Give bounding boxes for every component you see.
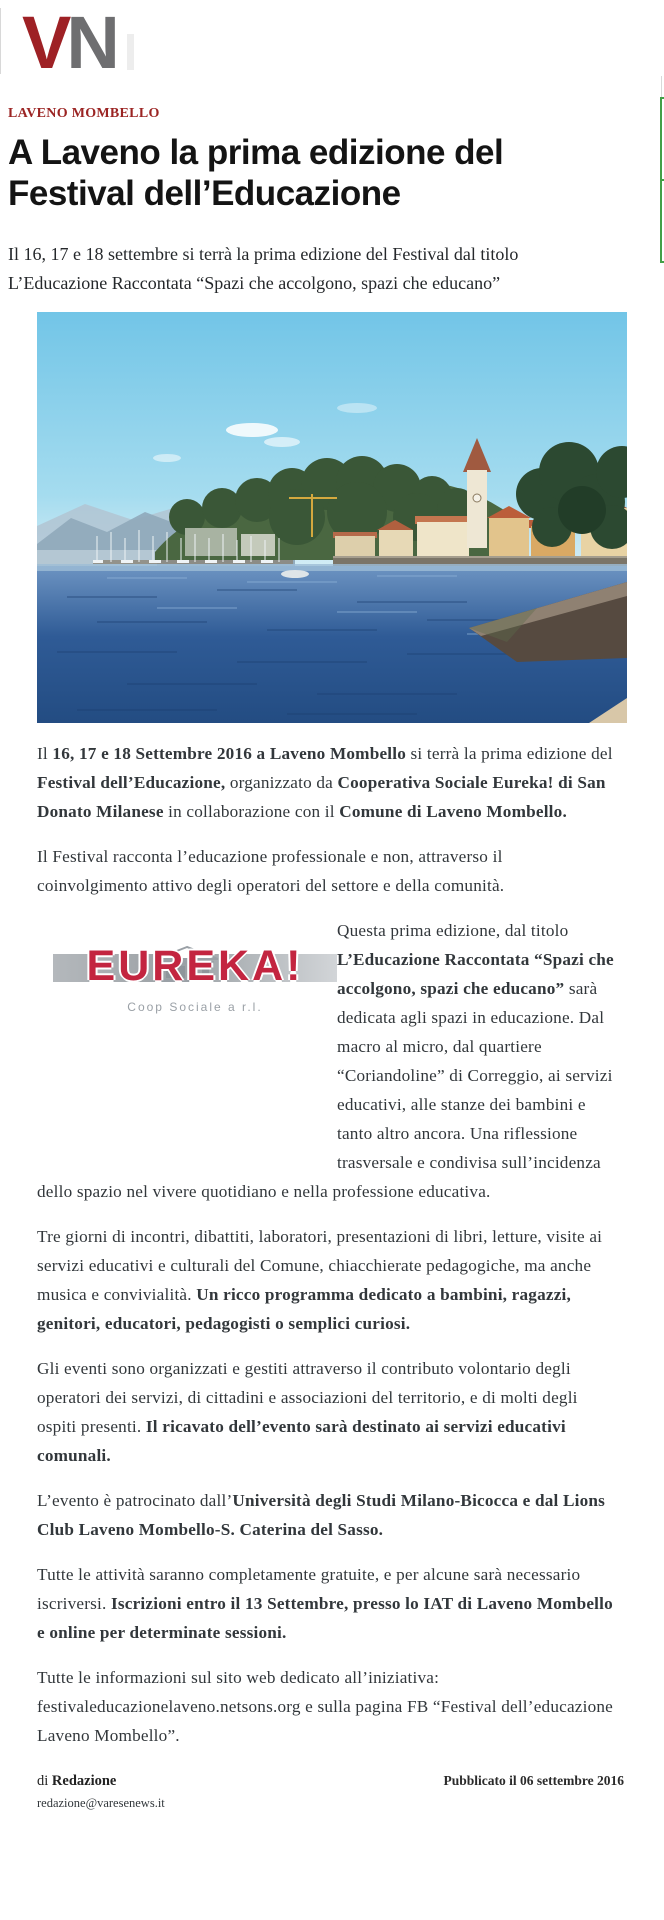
lake-photo-illustration	[37, 312, 627, 723]
subtitle-line-2: L’Educazione Raccontata “Spazi che accolgono, spazi che educano”	[8, 273, 501, 293]
byline-prefix: di	[37, 1773, 52, 1789]
varesenews-logo[interactable]	[22, 1, 162, 84]
eureka-logo-block	[37, 916, 337, 1166]
paragraph-info-website: Tutte le informazioni sul sito web dedicato all’iniziativa: festivaleducazionelaveno.netsons.org e sulla pagina FB “Festival dell’educazione Laveno Mombello”.	[37, 1668, 614, 1745]
category-link-laveno-mombello[interactable]: LAVENO MOMBELLO	[8, 106, 160, 121]
paragraph-patronage: L’evento è patrocinato dall’Università degli Studi Milano-Bicocca e dal Lions Club Laveno Mombello-S. Caterina del Sasso.	[37, 1491, 606, 1539]
byline	[37, 1772, 165, 1812]
article-footer	[37, 1772, 624, 1812]
subtitle-line-1: Il 16, 17 e 18 settembre si terrà la prima edizione del Festival dal titolo	[8, 244, 519, 264]
paragraph-festival-description: Il Festival racconta l’educazione professionale e non, attraverso il coinvolgimento attivo degli operatori del settore e della comunità.	[37, 847, 505, 895]
paragraph-three-days: Tre giorni di incontri, dibattiti, laboratori, presentazioni di libri, letture, visite ai servizi educativi e culturali del Comune, chiacchierate pedagogiche, ma anche musica e convivialità. Un ricco programma dedicato a bambini, ragazzi, genitori, educatori, pedagogisti o semplici curiosi.	[37, 1227, 603, 1333]
article-subtitle	[8, 240, 620, 298]
site-header	[0, 0, 664, 84]
article-head	[8, 104, 620, 298]
sidebar-widget-divider	[660, 179, 664, 181]
logo-letter-n: N	[66, 1, 115, 84]
publish-date: Pubblicato il 06 settembre 2016	[443, 1773, 624, 1788]
author-email-link[interactable]: redazione@varesenews.it	[37, 1796, 165, 1810]
sidebar-divider-line	[661, 76, 662, 97]
small-boat	[281, 570, 309, 578]
page-edge-line	[0, 8, 1, 74]
hero-image[interactable]	[37, 312, 627, 723]
paragraph-events-volunteers: Gli eventi sono organizzati e gestiti attraverso il contributo volontario degli operatori dei servizi, di cittadini e associazioni del territorio, e di molti degli ospiti presenti. Il ricavato dell’evento sarà destinato ai servizi educativi comunali.	[37, 1359, 578, 1465]
eureka-wordmark: EUREKA!	[86, 942, 304, 990]
eureka-logo[interactable]	[37, 942, 337, 1014]
logo-letter-v: V	[22, 1, 67, 84]
article-body	[37, 312, 624, 1812]
paragraph-intro-dates: Il 16, 17 e 18 Settembre 2016 a Laveno Mombello si terrà la prima edizione del Festival dell’Educazione, organizzato da Cooperativa Sociale Eureka! di San Donato Milanese in collaborazione con il Comune di Laveno Mombello.	[37, 744, 613, 821]
paragraph-first-edition: EUREKA! Coop Sociale a r.l. Questa prima edizione, dal titolo L’Educazione Raccontata “Spazi che accolgono, spazi che educano” sarà dedicata agli spazi in educazione. Dal macro al micro, dal quartiere “Coriandoline” di Correggio, ai servizi educativi, alle stanze dei bambini e tanto altro ancora. Una riflessione trasversale e condivisa sull’incidenza dello spazio nel vivere quotidiano e nella professione educativa.	[37, 916, 617, 1206]
eureka-tagline: Coop Sociale a r.l.	[127, 1000, 263, 1014]
article-title	[8, 132, 620, 214]
title-line-1: A Laveno la prima edizione del	[8, 133, 504, 172]
title-line-2: Festival dell’Educazione	[8, 174, 401, 213]
logo-ghost-sliver	[127, 34, 134, 70]
paragraph-free-activities: Tutte le attività saranno completamente gratuite, e per alcune sarà necessario iscriversi. Iscrizioni entro il 13 Settembre, presso lo IAT di Laveno Mombello e online per determinate sessioni.	[37, 1565, 613, 1642]
author-name: Redazione	[51, 1773, 117, 1789]
